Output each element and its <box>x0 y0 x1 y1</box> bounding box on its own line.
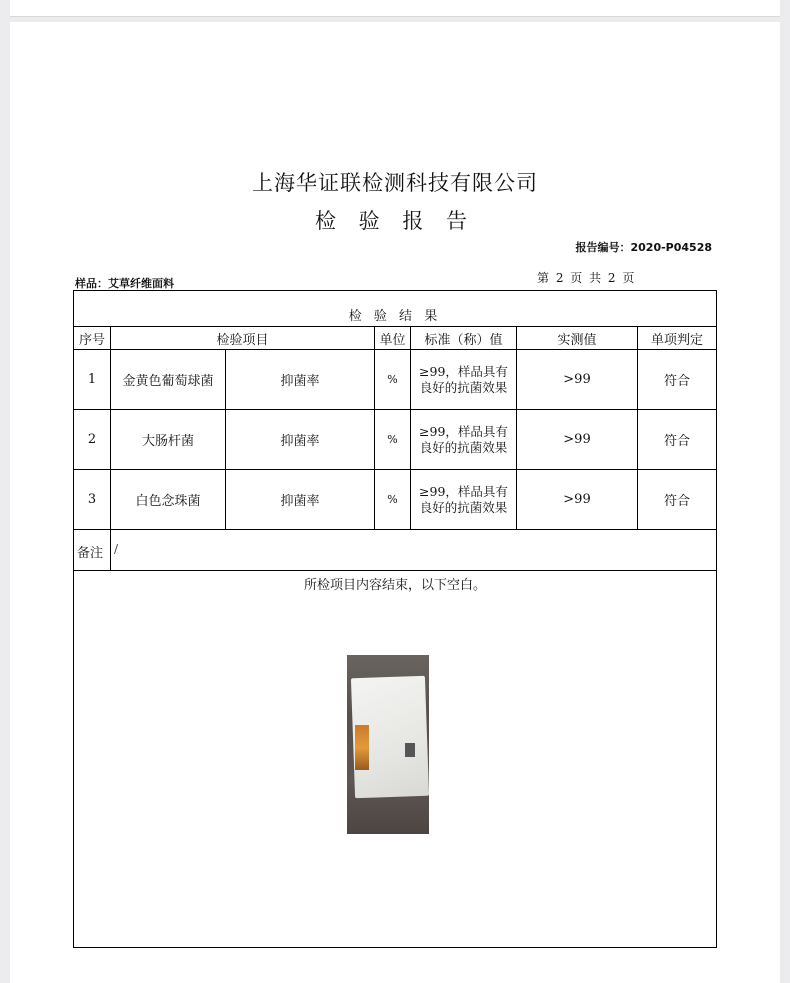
row1-no: 1 <box>87 372 97 387</box>
report-number: 报告编号：2020-P04528 <box>575 241 712 254</box>
sample-photo <box>347 655 429 834</box>
results-table <box>73 290 717 948</box>
header-unit: 单位 <box>379 332 406 348</box>
row3-sub-item: 抑菌率 <box>280 494 320 509</box>
note-value: / <box>114 542 119 556</box>
sample-label-mark <box>405 743 415 757</box>
sample-name: 样品：艾草纤维面料 <box>75 277 174 290</box>
page-indicator: 第 2 页 共 2 页 <box>537 271 635 285</box>
row2-result: 符合 <box>663 434 690 449</box>
header-result: 单项判定 <box>650 332 703 348</box>
table-caption: 检 验 结 果 <box>348 308 442 324</box>
report-title: 检 验 报 告 <box>314 209 476 233</box>
header-standard: 标准（称）值 <box>424 332 503 348</box>
row3-unit: % <box>387 493 398 506</box>
row2-measured: >99 <box>563 432 591 447</box>
row3-no: 3 <box>87 492 97 507</box>
header-item: 检验项目 <box>216 332 269 348</box>
row1-unit: % <box>387 373 398 386</box>
header-no: 序号 <box>78 332 105 348</box>
previous-page-edge <box>10 0 780 17</box>
company-name: 上海华证联检测科技有限公司 <box>252 171 538 195</box>
row1-measured: >99 <box>563 372 591 387</box>
row1-standard: ≥99，样品具有良好的抗菌效果 <box>419 363 508 395</box>
row2-item: 大肠杆菌 <box>141 434 194 449</box>
row3-result: 符合 <box>663 494 690 509</box>
row2-unit: % <box>387 433 398 446</box>
row1-sub-item: 抑菌率 <box>280 374 320 389</box>
row1-result: 符合 <box>663 374 690 389</box>
row2-standard: ≥99，样品具有良好的抗菌效果 <box>419 423 508 455</box>
end-statement: 所检项目内容结束，以下空白。 <box>303 578 486 593</box>
row1-item: 金黄色葡萄球菌 <box>122 374 214 389</box>
row2-no: 2 <box>87 432 97 447</box>
note-label: 备注 <box>77 546 104 561</box>
row3-measured: >99 <box>563 492 591 507</box>
row2-sub-item: 抑菌率 <box>280 434 320 449</box>
report-page <box>10 22 780 983</box>
row3-standard: ≥99，样品具有良好的抗菌效果 <box>419 483 508 515</box>
sample-tag <box>355 725 369 770</box>
row3-item: 白色念珠菌 <box>135 494 201 509</box>
header-measured: 实测值 <box>557 332 597 348</box>
